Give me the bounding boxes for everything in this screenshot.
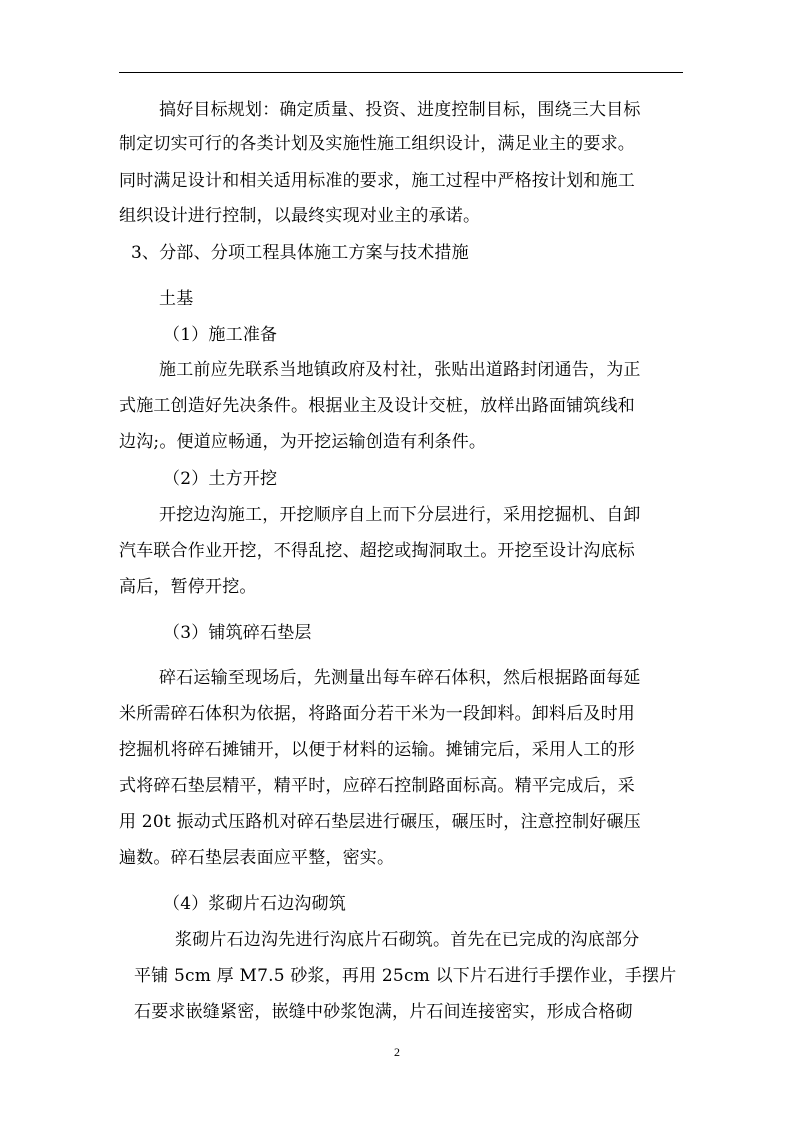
- body-text-line: 制定切实可行的各类计划及实施性施工组织设计，满足业主的要求。: [119, 134, 635, 154]
- body-text-line: 边沟;。便道应畅通，为开挖运输创造有利条件。: [119, 432, 487, 452]
- header-rule: [119, 72, 683, 73]
- body-text-line: 米所需碎石体积为依据，将路面分若干米为一段卸料。卸料后及时用: [119, 704, 635, 724]
- item-heading: （3）铺筑碎石垫层: [163, 623, 312, 643]
- item-heading: （4）浆砌片石边沟砌筑: [163, 894, 347, 914]
- body-text-line: 平铺 5cm 厚 M7.5 砂浆，再用 25cm 以下片石进行手摆作业，手摆片: [134, 966, 677, 986]
- body-text-line: 汽车联合作业开挖，不得乱挖、超挖或掏洞取土。开挖至设计沟底标: [119, 541, 635, 561]
- body-text-line: 开挖边沟施工，开挖顺序自上而下分层进行，采用挖掘机、自卸: [159, 505, 641, 525]
- section-heading: 3、分部、分项工程具体施工方案与技术措施: [131, 243, 469, 263]
- item-heading: （2）土方开挖: [163, 469, 278, 489]
- body-text-line: 组织设计进行控制，以最终实现对业主的承诺。: [119, 206, 481, 226]
- item-heading: （1）施工准备: [163, 325, 278, 345]
- body-text-line: 高后，暂停开挖。: [119, 577, 257, 597]
- body-text-line: 遍数。碎石垫层表面应平整，密实。: [119, 848, 395, 868]
- body-text-line: 浆砌片石边沟先进行沟底片石砌筑。首先在已完成的沟底部分: [175, 930, 640, 950]
- body-text-line: 式施工创造好先决条件。根据业主及设计交桩，放样出路面铺筑线和: [119, 396, 635, 416]
- body-text-line: 石要求嵌缝紧密，嵌缝中砂浆饱满，片石间连接密实，形成合格砌: [134, 1002, 633, 1022]
- body-text-line: 同时满足设计和相关适用标准的要求，施工过程中严格按计划和施工: [119, 171, 635, 191]
- subsection-heading: 土基: [159, 289, 194, 309]
- body-text-line: 碎石运输至现场后，先测量出每车碎石体积，然后根据路面每延: [159, 668, 641, 688]
- body-text-line: 挖掘机将碎石摊铺开，以便于材料的运输。摊铺完后，采用人工的形: [119, 740, 635, 760]
- body-text-line: 施工前应先联系当地镇政府及村社，张贴出道路封闭通告，为正: [159, 360, 641, 380]
- page-number: 2: [394, 1045, 400, 1059]
- body-text-line: 式将碎石垫层精平，精平时，应碎石控制路面标高。精平完成后，采: [119, 776, 635, 796]
- body-text-line: 搞好目标规划：确定质量、投资、进度控制目标，围绕三大目标: [159, 100, 641, 120]
- body-text-line: 用 20t 振动式压路机对碎石垫层进行碾压，碾压时，注意控制好碾压: [119, 812, 641, 832]
